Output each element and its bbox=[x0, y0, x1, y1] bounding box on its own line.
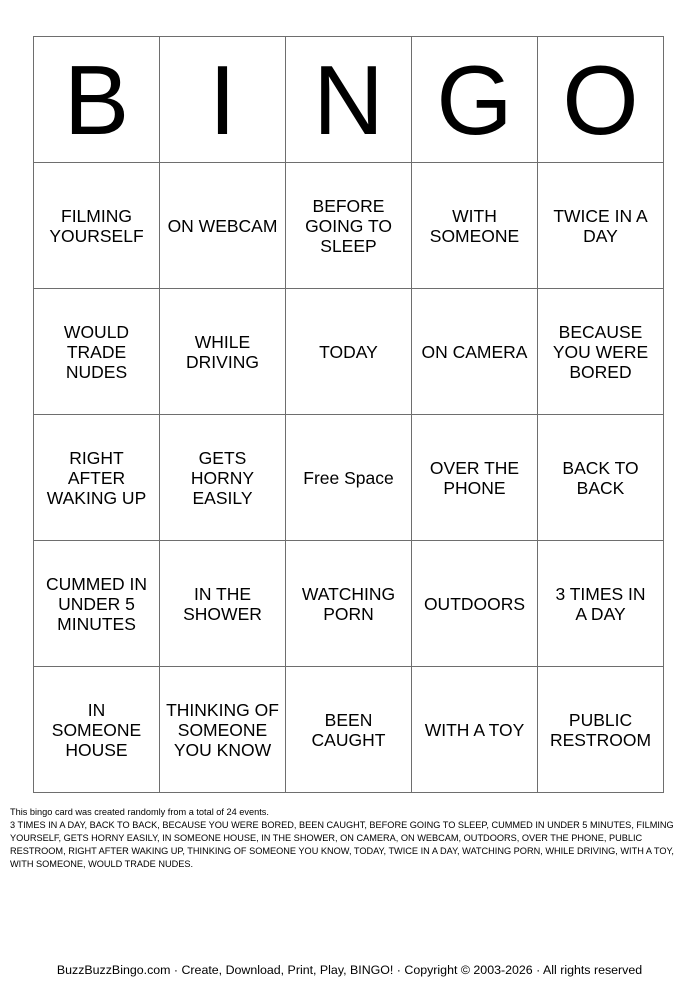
card-info-intro: This bingo card was created randomly from a total of 24 events. bbox=[10, 807, 269, 817]
bingo-row bbox=[34, 667, 664, 793]
cell-text: TODAY bbox=[319, 341, 378, 362]
cell-text: GETS HORNY EASILY bbox=[190, 447, 255, 508]
header-letter-o: O bbox=[538, 37, 664, 163]
bingo-cell bbox=[34, 289, 160, 415]
cell-text: OVER THE PHONE bbox=[429, 457, 520, 498]
bingo-cell bbox=[160, 541, 286, 667]
bingo-cell bbox=[160, 667, 286, 793]
cell-text: TWICE IN A DAY bbox=[553, 205, 648, 246]
bingo-cell bbox=[412, 541, 538, 667]
bingo-cell bbox=[34, 415, 160, 541]
bingo-header-row bbox=[34, 37, 664, 163]
bingo-row bbox=[34, 163, 664, 289]
cell-text: WHILE DRIVING bbox=[186, 331, 259, 372]
bingo-row bbox=[34, 541, 664, 667]
cell-text: WITH A TOY bbox=[424, 719, 525, 740]
cell-text: WITH SOMEONE bbox=[429, 205, 520, 246]
cell-text: Free Space bbox=[303, 467, 394, 488]
page-footer: BuzzBuzzBingo.com · Create, Download, Print, Play, BINGO! · Copyright © 2003-2026 · All rights reserved bbox=[56, 963, 643, 977]
cell-text: ON WEBCAM bbox=[167, 215, 278, 236]
header-letter-b: B bbox=[34, 37, 160, 163]
free-space-cell bbox=[286, 415, 412, 541]
header-letter-i: I bbox=[160, 37, 286, 163]
bingo-cell bbox=[34, 541, 160, 667]
bingo-cell bbox=[286, 667, 412, 793]
bingo-cell bbox=[412, 415, 538, 541]
bingo-cell bbox=[538, 163, 664, 289]
cell-text: BEFORE GOING TO SLEEP bbox=[305, 195, 392, 256]
bingo-cell bbox=[286, 289, 412, 415]
card-info bbox=[10, 806, 690, 871]
bingo-card bbox=[33, 36, 664, 793]
bingo-cell bbox=[34, 163, 160, 289]
cell-text: BEEN CAUGHT bbox=[311, 709, 386, 750]
card-events-list: 3 TIMES IN A DAY, BACK TO BACK, BECAUSE YOU WERE BORED, BEEN CAUGHT, BEFORE GOING TO SLEEP, CUMMED IN UNDER 5 MINUTES, FILMING YOURSELF, GETS HORNY EASILY, IN SOMEONE HOUSE, IN THE SHOWER, ON CAMERA, ON WEBCAM, OUTDOORS, OVER THE PHONE, PUBLIC RESTROOM, RIGHT AFTER WAKING UP, THINKING OF SOMEONE YOU KNOW, TODAY, TWICE IN A DAY, WATCHING PORN, WHILE DRIVING, WITH A TOY, WITH SOMEONE, WOULD TRADE NUDES. bbox=[10, 820, 674, 869]
bingo-cell bbox=[412, 667, 538, 793]
bingo-cell bbox=[412, 163, 538, 289]
bingo-cell bbox=[160, 415, 286, 541]
bingo-cell bbox=[538, 289, 664, 415]
cell-text: ON CAMERA bbox=[421, 341, 528, 362]
bingo-cell bbox=[160, 163, 286, 289]
bingo-cell bbox=[538, 541, 664, 667]
bingo-row bbox=[34, 289, 664, 415]
cell-text: IN THE SHOWER bbox=[183, 583, 262, 624]
cell-text: FILMING YOURSELF bbox=[49, 205, 144, 246]
bingo-cell bbox=[286, 541, 412, 667]
cell-text: BECAUSE YOU WERE BORED bbox=[552, 321, 649, 382]
bingo-cell bbox=[34, 667, 160, 793]
bingo-cell bbox=[538, 667, 664, 793]
header-letter-n: N bbox=[286, 37, 412, 163]
bingo-cell bbox=[160, 289, 286, 415]
bingo-cell bbox=[412, 289, 538, 415]
cell-text: BACK TO BACK bbox=[562, 457, 639, 498]
cell-text: CUMMED IN UNDER 5 MINUTES bbox=[45, 573, 148, 634]
bingo-cell bbox=[538, 415, 664, 541]
cell-text: RIGHT AFTER WAKING UP bbox=[46, 447, 147, 508]
cell-text: OUTDOORS bbox=[423, 593, 526, 614]
bingo-cell bbox=[286, 163, 412, 289]
header-letter-g: G bbox=[412, 37, 538, 163]
bingo-row bbox=[34, 415, 664, 541]
cell-text: WOULD TRADE NUDES bbox=[63, 321, 130, 382]
cell-text: THINKING OF SOMEONE YOU KNOW bbox=[166, 699, 279, 760]
cell-text: WATCHING PORN bbox=[301, 583, 396, 624]
cell-text: IN SOMEONE HOUSE bbox=[51, 699, 142, 760]
cell-text: PUBLIC RESTROOM bbox=[549, 709, 652, 750]
cell-text: 3 TIMES IN A DAY bbox=[555, 583, 646, 624]
